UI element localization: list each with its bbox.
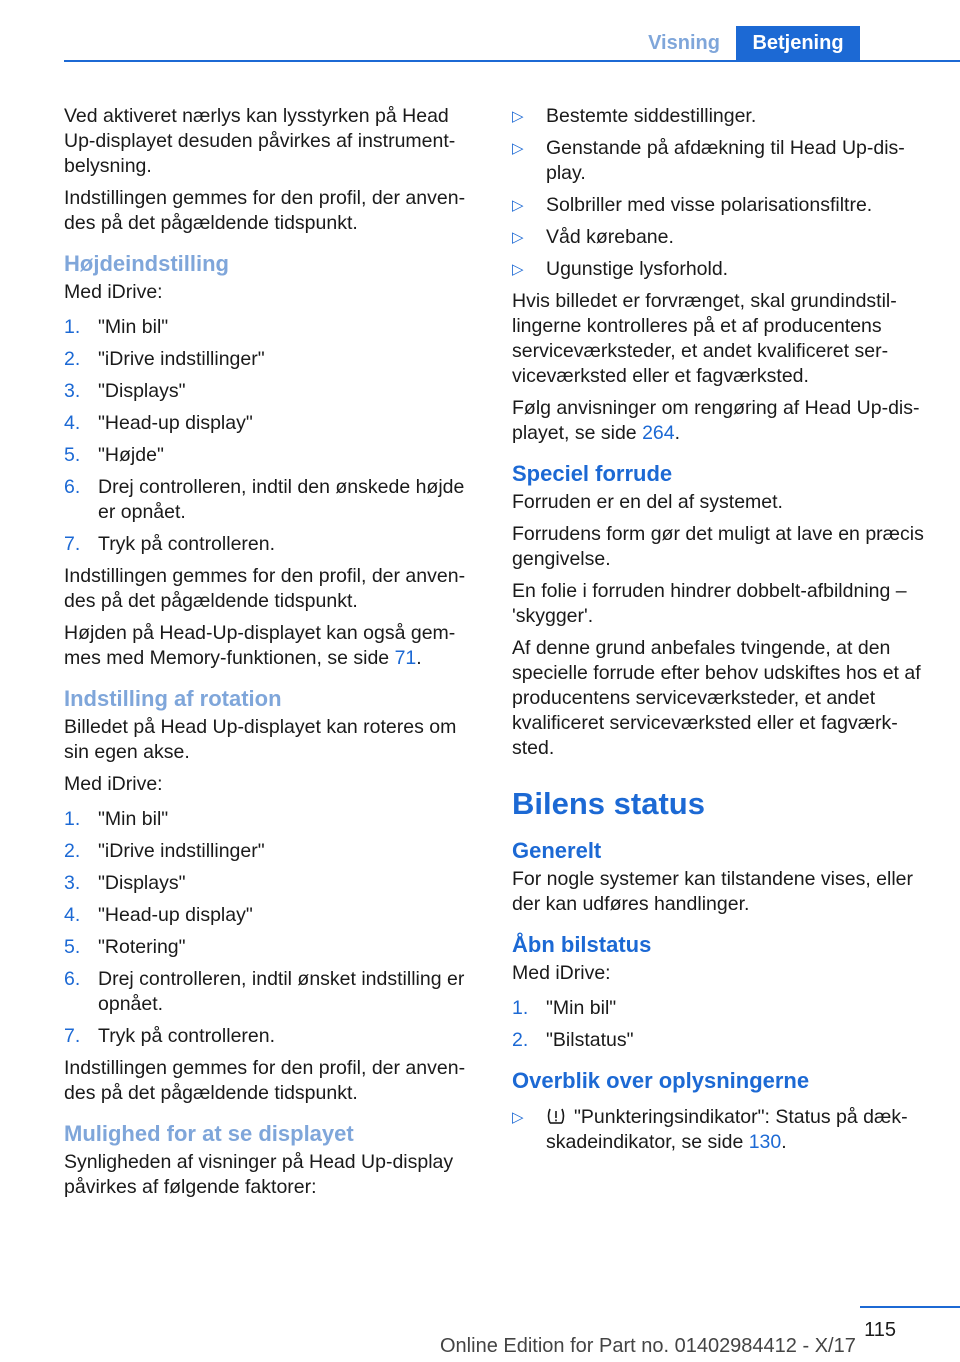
step-text: Tryk på controlleren. (98, 1025, 276, 1047)
step-text: "Rotering" (98, 936, 186, 958)
step-number: 2. (64, 348, 81, 370)
section-heading: Generelt (512, 838, 602, 863)
step-text: "Min bil" (546, 997, 617, 1019)
intro-paragraph: Ved aktiveret nærlys kan lysstyrken på Head Up-displayet desuden påvirkes af instrumentbelysning. (64, 105, 456, 177)
step-text: "Displays" (98, 380, 186, 402)
list-item (64, 839, 478, 864)
list-item (512, 1105, 930, 1155)
list-item (64, 871, 478, 896)
left-column (64, 104, 478, 1207)
step-text: "Head-up display" (98, 412, 253, 434)
step-number: 7. (64, 1025, 81, 1047)
list-item (64, 935, 478, 960)
step-number: 6. (64, 968, 81, 990)
section-heading: Mulighed for at se displayet (64, 1121, 354, 1146)
step-number: 2. (64, 840, 81, 862)
step-text: Drej controlleren, indtil den ønskede højde er opnået. (98, 476, 465, 523)
item-text: Genstande på afdækning til Head Up-display. (546, 137, 905, 184)
section-heading: Overblik over oplysningerne (512, 1068, 810, 1093)
step-text: Drej controlleren, indtil ønsket indstilling er opnået. (98, 968, 465, 1015)
idrive-label: Med iDrive: (512, 962, 611, 984)
triangle-bullet-icon: ▷ (512, 197, 524, 214)
list-item (512, 136, 930, 186)
list-item (64, 532, 478, 557)
section-heading: Åbn bilstatus (512, 932, 652, 957)
triangle-bullet-icon: ▷ (512, 229, 524, 246)
list-item (512, 1028, 930, 1053)
factor-list (512, 104, 930, 282)
body-paragraph: Synligheden af visninger på Head Up-display påvirkes af følgende faktorer: (64, 1151, 454, 1198)
step-number: 6. (64, 476, 81, 498)
step-text: "iDrive indstillinger" (98, 348, 265, 370)
header-rule (64, 60, 960, 62)
step-number: 4. (64, 412, 81, 434)
item-text: Bestemte siddestillinger. (546, 105, 757, 127)
idrive-label: Med iDrive: (64, 773, 163, 795)
list-item (512, 225, 930, 250)
body-paragraph (512, 396, 930, 446)
section-heading: Speciel forrude (512, 461, 673, 486)
step-text: "Højde" (98, 444, 164, 466)
right-column (512, 104, 930, 1162)
list-item (64, 903, 478, 928)
step-list (512, 996, 930, 1053)
list-item (512, 257, 930, 282)
page-number: 115 (864, 1319, 896, 1341)
step-text: "Head-up display" (98, 904, 253, 926)
list-item (512, 104, 930, 129)
tire-pressure-warning-icon (546, 1107, 566, 1125)
list-item (512, 996, 930, 1021)
triangle-bullet-icon: ▷ (512, 140, 524, 157)
body-paragraph: For nogle systemer kan tilstandene vises, eller der kan udføres handlinger. (512, 868, 914, 915)
step-number: 5. (64, 936, 81, 958)
list-item (64, 315, 478, 340)
step-text: "Bilstatus" (546, 1029, 634, 1051)
triangle-bullet-icon: ▷ (512, 261, 524, 278)
list-item (64, 411, 478, 436)
list-item (64, 967, 478, 1017)
body-text: Følg anvisninger om rengøring af Head Up-displayet, se side (512, 397, 920, 444)
step-number: 1. (64, 808, 81, 830)
page-link[interactable]: 71 (394, 647, 417, 669)
list-item (64, 347, 478, 372)
list-item (64, 475, 478, 525)
body-paragraph: Billedet på Head Up-displayet kan roteres om sin egen akse. (64, 716, 457, 763)
overview-list (512, 1105, 930, 1155)
step-list (64, 807, 478, 1049)
list-item (64, 807, 478, 832)
step-number: 3. (64, 872, 81, 894)
step-text: "Min bil" (98, 316, 169, 338)
step-text: "Min bil" (98, 808, 169, 830)
edition-footer: Online Edition for Part no. 01402984412 - X/17 (440, 1335, 856, 1357)
body-paragraph (64, 621, 478, 671)
list-item (64, 1024, 478, 1049)
page-link[interactable]: 264 (642, 422, 675, 444)
idrive-label: Med iDrive: (64, 281, 163, 303)
item-text: "Punkteringsindikator": Status på dækskadeindikator, se side (546, 1106, 908, 1153)
step-text: "Displays" (98, 872, 186, 894)
step-number: 4. (64, 904, 81, 926)
tab-visning[interactable]: Visning (648, 32, 720, 54)
step-number: 2. (512, 1029, 529, 1051)
tab-betjening[interactable]: Betjening (736, 26, 860, 60)
step-text: "iDrive indstillinger" (98, 840, 265, 862)
body-paragraph: Af denne grund anbefales tvingende, at den specielle forrude efter behov udskiftes hos et af producentens serviceværksteder, et andet kvalificeret serviceværksted eller et fagværksted. (512, 637, 921, 759)
section-heading: Højdeindstilling (64, 251, 229, 276)
step-number: 7. (64, 533, 81, 555)
body-text: . (674, 422, 681, 444)
triangle-bullet-icon: ▷ (512, 108, 524, 125)
step-number: 3. (64, 380, 81, 402)
item-text: . (781, 1131, 787, 1153)
page-header (0, 26, 960, 62)
step-number: 1. (512, 997, 529, 1019)
step-text: Tryk på controlleren. (98, 533, 276, 555)
footer-rule (860, 1306, 960, 1308)
intro-paragraph: Indstillingen gemmes for den profil, der anvendes på det pågældende tidspunkt. (64, 187, 466, 234)
item-text: Ugunstige lysforhold. (546, 258, 729, 280)
section-heading: Indstilling af rotation (64, 686, 282, 711)
step-list (64, 315, 478, 557)
body-text: Højden på Head-Up-displayet kan også gemmes med Memory-funktionen, se side (64, 622, 456, 669)
body-paragraph: Indstillingen gemmes for den profil, der anvendes på det pågældende tidspunkt. (64, 1057, 466, 1104)
body-paragraph: En folie i forruden hindrer dobbelt-afbildning – 'skygger'. (512, 580, 907, 627)
body-paragraph: Indstillingen gemmes for den profil, der anvendes på det pågældende tidspunkt. (64, 565, 466, 612)
list-item (64, 443, 478, 468)
step-number: 5. (64, 444, 81, 466)
step-number: 1. (64, 316, 81, 338)
item-text: Våd kørebane. (546, 226, 674, 248)
chapter-heading: Bilens status (512, 786, 705, 821)
body-paragraph: Hvis billedet er forvrænget, skal grundindstillingerne kontrolleres på et af producentens serviceværksteder, et andet kvalificeret serviceværksted eller et fagværksted. (512, 290, 897, 387)
page-link[interactable]: 130 (748, 1131, 782, 1153)
list-item (512, 193, 930, 218)
triangle-bullet-icon: ▷ (512, 1109, 524, 1126)
body-paragraph: Forruden er en del af systemet. (512, 491, 783, 513)
body-paragraph: Forrudens form gør det muligt at lave en præcis gengivelse. (512, 523, 924, 570)
item-text: Solbriller med visse polarisationsfiltre. (546, 194, 873, 216)
body-text: . (416, 647, 422, 669)
list-item (64, 379, 478, 404)
